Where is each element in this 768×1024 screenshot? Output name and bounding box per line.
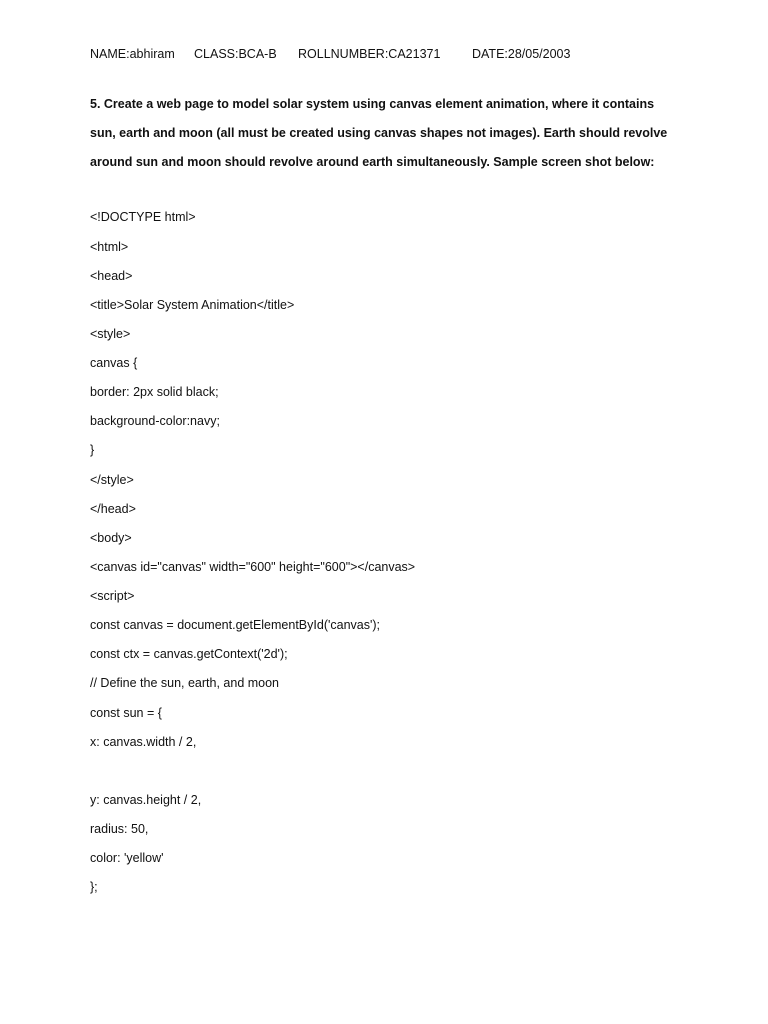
code-line: // Define the sun, earth, and moon: [90, 676, 280, 690]
student-class: CLASS:BCA-B: [194, 47, 277, 61]
code-line: const sun = {: [90, 706, 162, 720]
code-line: const ctx = canvas.getContext('2d');: [90, 647, 288, 661]
code-line: <html>: [90, 240, 129, 254]
code-line: x: canvas.width / 2,: [90, 735, 197, 749]
student-header: [90, 47, 710, 65]
roll-number: ROLLNUMBER:CA21371: [298, 47, 441, 61]
code-line: </head>: [90, 502, 136, 516]
code-line: <style>: [90, 327, 131, 341]
code-line: color: 'yellow': [90, 851, 164, 865]
code-line: y: canvas.height / 2,: [90, 793, 202, 807]
student-name: NAME:abhiram: [90, 47, 175, 61]
question-text: 5. Create a web page to model solar system using canvas element animation, where it contains sun, earth and moon (all must be created using canvas shapes not images). Earth should revolve around sun and moon should revolve around earth simultaneously. Sample screen shot below:: [90, 97, 668, 169]
code-line: <canvas id="canvas" width="600" height="600"></canvas>: [90, 560, 416, 574]
code-line: <body>: [90, 531, 132, 545]
code-line: <!DOCTYPE html>: [90, 210, 196, 224]
date: DATE:28/05/2003: [472, 47, 571, 61]
code-line: }: [90, 443, 95, 457]
code-line: background-color:navy;: [90, 414, 220, 428]
code-line: radius: 50,: [90, 822, 149, 836]
code-line: const canvas = document.getElementById('canvas');: [90, 618, 380, 632]
code-line: <title>Solar System Animation</title>: [90, 298, 295, 312]
code-line: };: [90, 880, 98, 894]
code-line: <script>: [90, 589, 135, 603]
code-line: canvas {: [90, 356, 138, 370]
code-line: <head>: [90, 269, 133, 283]
code-line: border: 2px solid black;: [90, 385, 219, 399]
code-line: </style>: [90, 473, 134, 487]
